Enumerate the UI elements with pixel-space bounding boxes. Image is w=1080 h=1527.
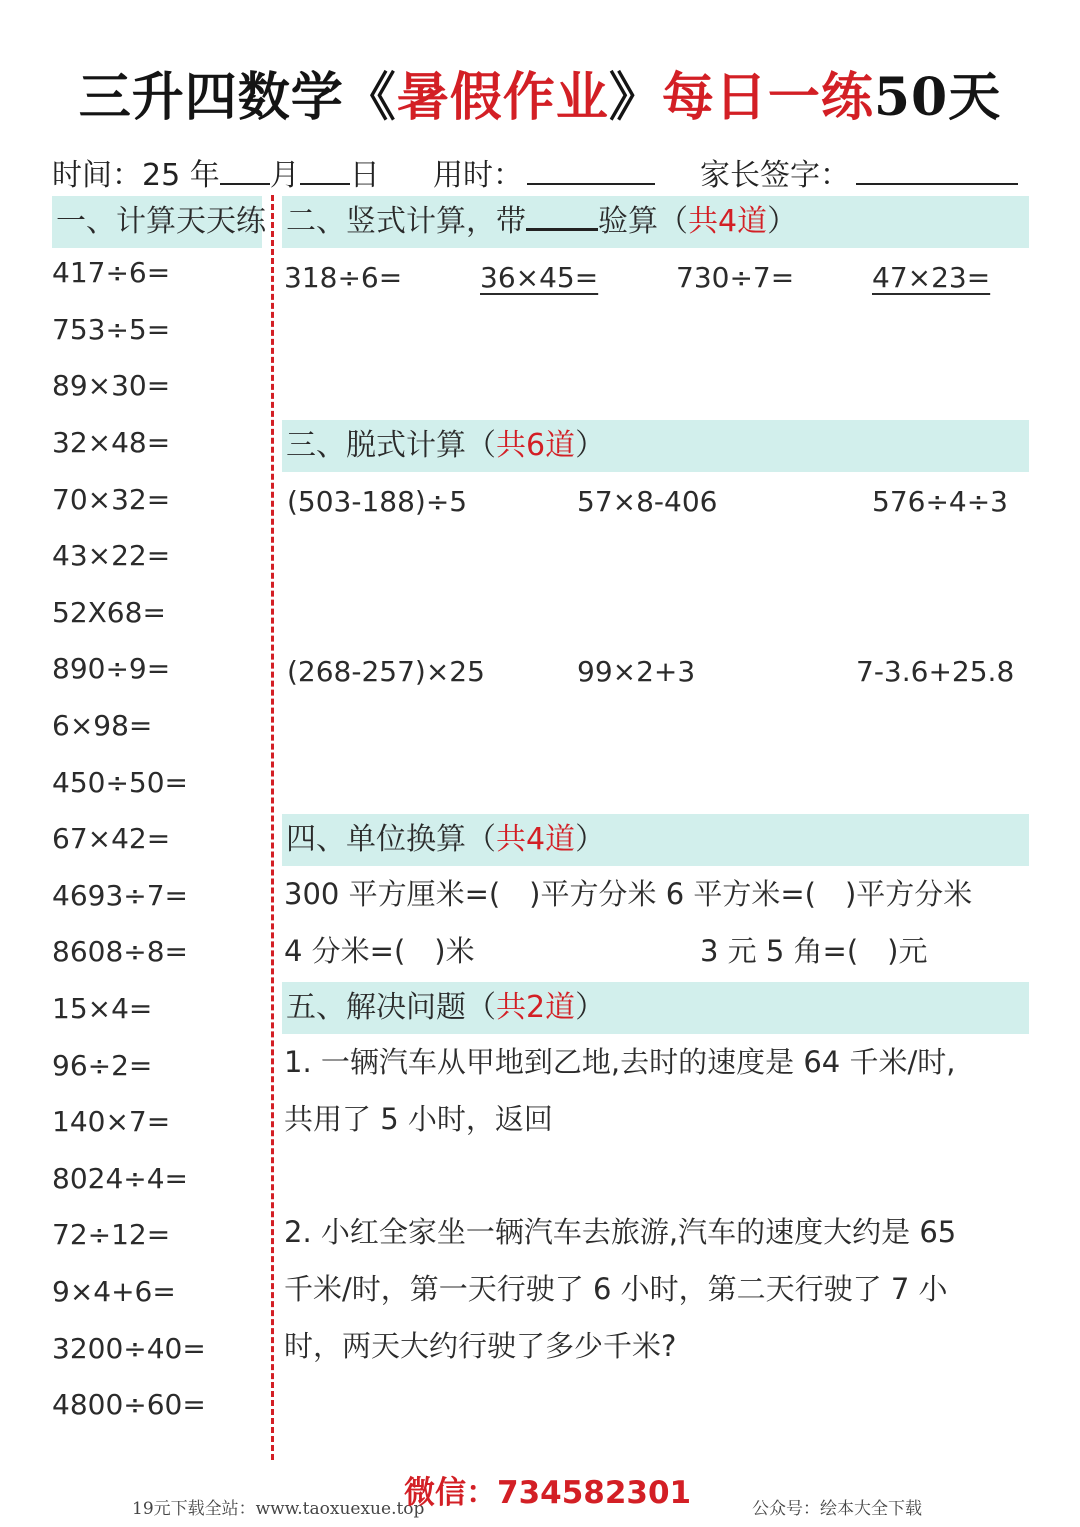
calc-item: 890÷9= (52, 652, 171, 685)
calc-item: 52X68= (52, 596, 166, 629)
section4-heading: 四、单位换算（共4道） (286, 822, 606, 857)
section3-heading: 三、脱式计算（共6道） (286, 428, 606, 463)
calc-item: 72÷12= (52, 1218, 171, 1251)
step-calc-item: (503-188)÷5 (287, 485, 468, 518)
calc-item: 140×7= (52, 1105, 171, 1138)
unit-conversion-line-1: 300 平方厘米=( )平方分米 6 平方米=( )平方分米 (284, 877, 973, 911)
step-calc-item: 7-3.6+25.8 (856, 655, 1015, 688)
section3-heading-band (282, 420, 1029, 472)
calc-item: 8608÷8= (52, 935, 188, 968)
footer-wechat: 微信：734582301 (404, 1475, 692, 1511)
section1-heading: 一、计算天天练 (56, 204, 266, 239)
calc-item: 8024÷4= (52, 1162, 188, 1195)
calc-item: 450÷50= (52, 766, 188, 799)
vertical-calc-item: 730÷7= (676, 261, 795, 294)
section2-heading: 二、竖式计算，带 验算（共4道） (282, 204, 797, 239)
problem-2-line-2: 千米/时，第一天行驶了 6 小时，第二天行驶了 7 小 (284, 1272, 948, 1306)
step-calc-item: 99×2+3 (577, 655, 696, 688)
footer-download-site: 19元下载全站：www.taoxuexue.top (132, 1499, 425, 1519)
month-blank[interactable] (220, 157, 270, 185)
title-part4: 每日一练 (661, 67, 874, 128)
title-part3: 》 (608, 67, 662, 128)
calc-item: 753÷5= (52, 313, 171, 346)
footer-public-account: 公众号：绘本大全下载 (752, 1499, 922, 1519)
vertical-calc-item: 36×45= (480, 261, 599, 294)
calc-item: 67×42= (52, 822, 171, 855)
day-label: 日 (349, 158, 380, 193)
section2-blank (526, 198, 598, 231)
section1-heading-band (52, 196, 266, 248)
parent-sign-blank[interactable] (856, 157, 1018, 185)
title-part2: 暑假作业 (396, 67, 609, 128)
calc-item: 4800÷60= (52, 1388, 206, 1421)
problem-1-line-2: 共用了 5 小时，返回 (284, 1102, 553, 1136)
calc-item: 96÷2= (52, 1049, 153, 1082)
page-title (0, 55, 1080, 130)
calc-item: 417÷6= (52, 256, 171, 289)
calc-item: 3200÷40= (52, 1332, 206, 1365)
calc-item: 70×32= (52, 483, 171, 516)
calc-item: 15×4= (52, 992, 153, 1025)
section4-heading-band (282, 814, 1029, 866)
calc-item: 43×22= (52, 539, 171, 572)
calc-item: 89×30= (52, 369, 171, 402)
problem-2-line-1: 2. 小红全家坐一辆汽车去旅游,汽车的速度大约是 65 (284, 1215, 957, 1249)
day-blank[interactable] (300, 157, 350, 185)
parent-label: 家长签字： (700, 158, 850, 193)
section5-heading-band (282, 982, 1029, 1034)
calc-item: 4693÷7= (52, 879, 188, 912)
duration-blank[interactable] (527, 157, 655, 185)
unit-conversion-item: 4 分米=( )米 (284, 934, 475, 968)
title-part1: 三升四数学《 (78, 67, 397, 128)
column-divider (271, 195, 274, 1460)
parent-sign-field (700, 150, 1018, 194)
calc-item: 32×48= (52, 426, 171, 459)
vertical-calc-item: 47×23= (872, 261, 991, 294)
month-label: 月 (269, 158, 300, 193)
info-line (52, 150, 380, 194)
calc-item: 9×4+6= (52, 1275, 176, 1308)
section5-heading: 五、解决问题（共2道） (286, 990, 606, 1025)
section2-heading-band (282, 196, 1029, 248)
time-label: 时间：25 年 (52, 158, 220, 193)
vertical-calc-item: 318÷6= (284, 261, 403, 294)
step-calc-item: 57×8-406 (577, 485, 718, 518)
title-part5: 50天 (873, 67, 1002, 128)
duration-label: 用时： (433, 158, 523, 193)
step-calc-item: (268-257)×25 (287, 655, 485, 688)
calc-item: 6×98= (52, 709, 153, 742)
unit-conversion-item: 3 元 5 角=( )元 (700, 934, 928, 968)
step-calc-item: 576÷4÷3 (872, 485, 1008, 518)
problem-1-line-1: 1. 一辆汽车从甲地到乙地,去时的速度是 64 千米/时, (284, 1045, 956, 1079)
problem-2-line-3: 时，两天大约行驶了多少千米? (284, 1329, 677, 1363)
duration-field (433, 150, 655, 194)
